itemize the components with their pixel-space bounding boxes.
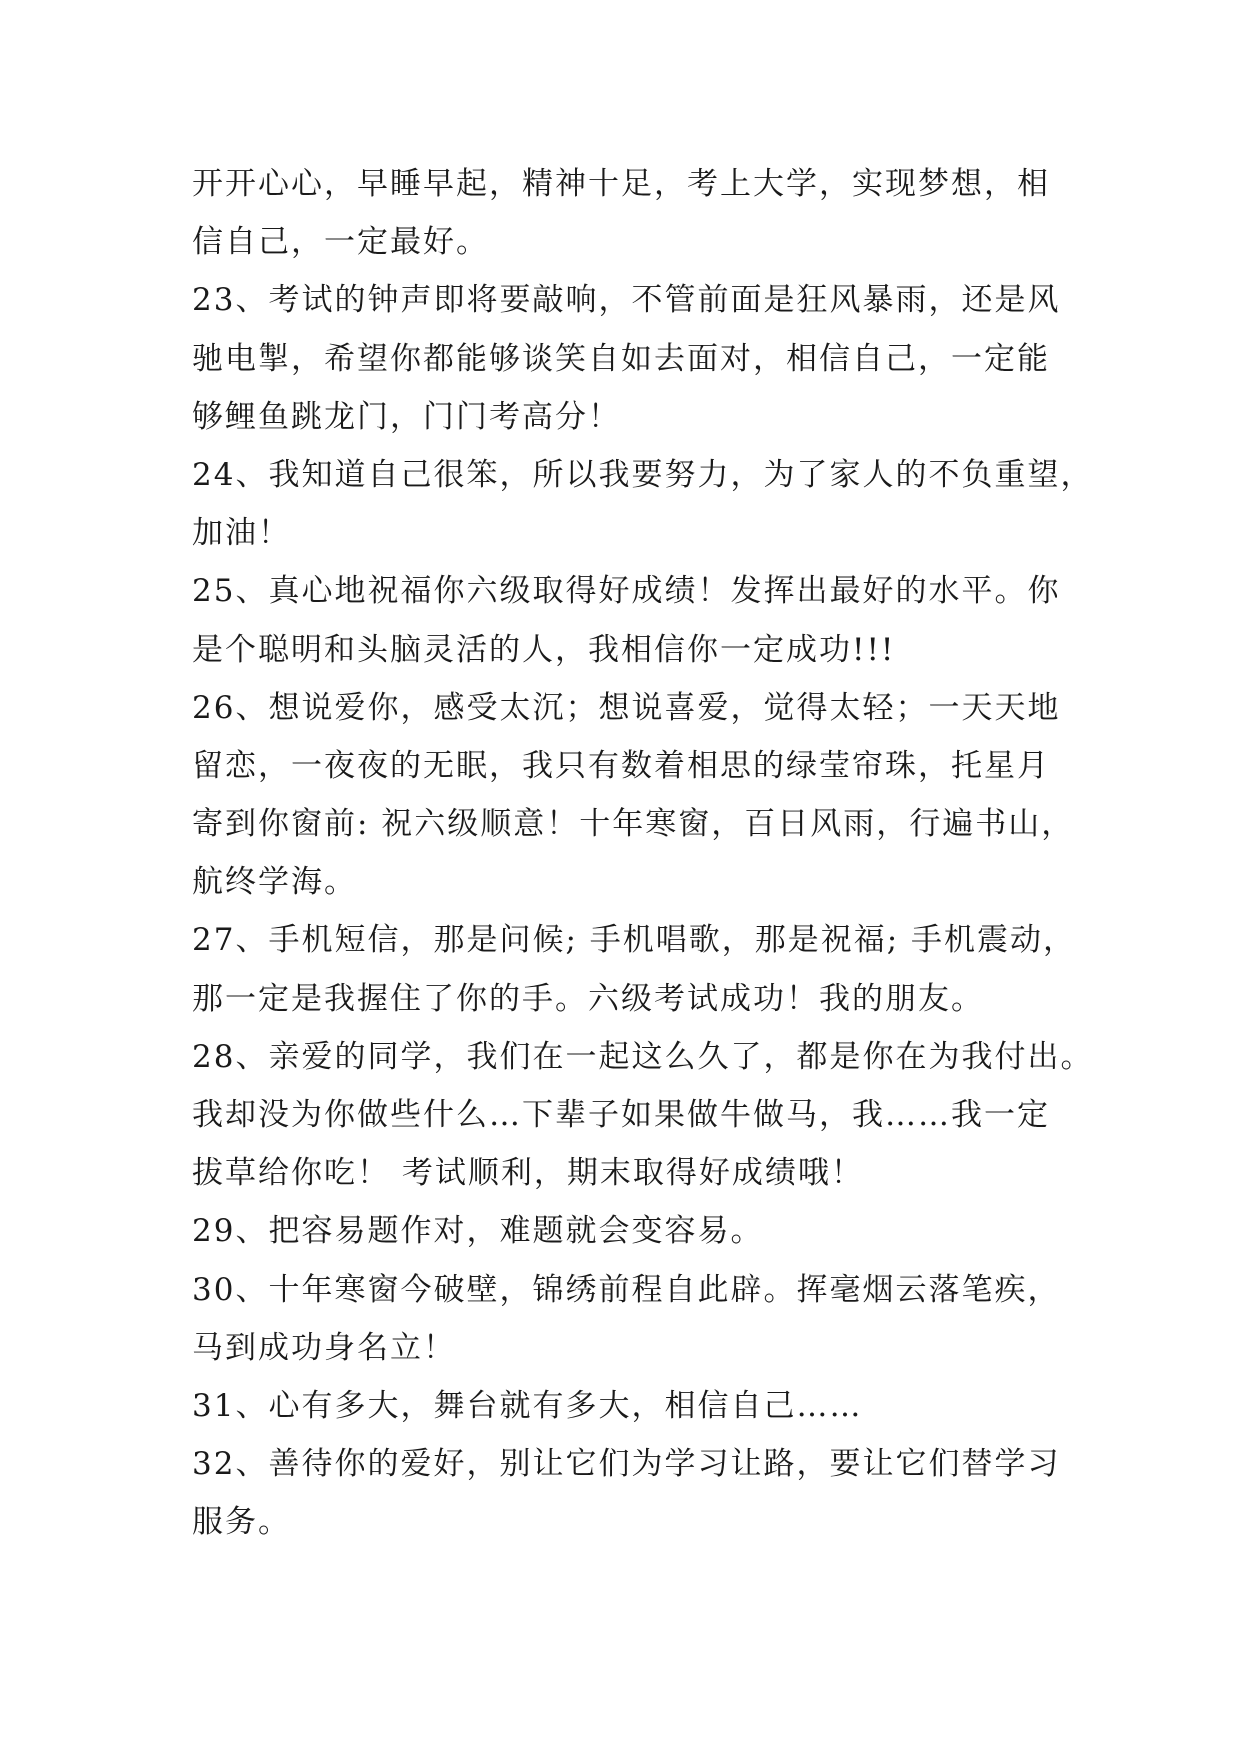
text-line: 是个聪明和头脑灵活的人，我相信你一定成功!!! <box>192 631 896 668</box>
text-line: 留恋，一夜夜的无眠，我只有数着相思的绿莹帘珠，托星月 <box>192 747 1050 784</box>
text-line: 27、手机短信，那是问候; 手机唱歌，那是祝福; 手机震动， <box>192 922 1077 959</box>
text-line: 拔草给你吃！ 考试顺利，期末取得好成绩哦！ <box>192 1155 864 1192</box>
text-line: 32、善待你的爱好，别让它们为学习让路，要让它们替学习 <box>192 1446 1061 1483</box>
text-line: 29、把容易题作对，难题就会变容易。 <box>192 1213 764 1250</box>
text-line: 30、十年寒窗今破壁，锦绣前程自此辟。挥毫烟云落笔疾， <box>192 1271 1061 1308</box>
text-line: 24、我知道自己很笨，所以我要努力，为了家人的不负重望， <box>192 456 1094 493</box>
text-line: 26、想说爱你，感受太沉；想说喜爱，觉得太轻；一天天地 <box>192 689 1061 726</box>
text-line: 马到成功身名立！ <box>192 1329 456 1366</box>
text-line: 服务。 <box>192 1504 291 1541</box>
text-line: 寄到你窗前: 祝六级顺意！十年寒窗，百日风雨，行遍书山， <box>192 806 1075 843</box>
text-line: 那一定是我握住了你的手。六级考试成功！我的朋友。 <box>192 980 984 1017</box>
text-line: 航终学海。 <box>192 864 357 901</box>
text-line: 25、真心地祝福你六级取得好成绩！发挥出最好的水平。你 <box>192 573 1061 610</box>
text-line: 开开心心，早睡早起，精神十足，考上大学，实现梦想，相 <box>192 166 1050 202</box>
text-line: 我却没为你做些什么…下辈子如果做牛做马，我……我一定 <box>192 1097 1050 1133</box>
text-line: 28、亲爱的同学，我们在一起这么久了，都是你在为我付出。 <box>192 1038 1094 1075</box>
text-line: 23、考试的钟声即将要敲响，不管前面是狂风暴雨，还是风 <box>192 282 1061 319</box>
text-line: 加油！ <box>192 515 291 552</box>
text-line: 驰电掣，希望你都能够谈笑自如去面对，相信自己，一定能 <box>192 340 1050 377</box>
document-body <box>192 155 1094 1552</box>
text-line: 够鲤鱼跳龙门，门门考高分！ <box>192 398 621 435</box>
text-line: 31、心有多大，舞台就有多大，相信自己…… <box>192 1387 863 1424</box>
text-line: 信自己，一定最好。 <box>192 224 489 261</box>
